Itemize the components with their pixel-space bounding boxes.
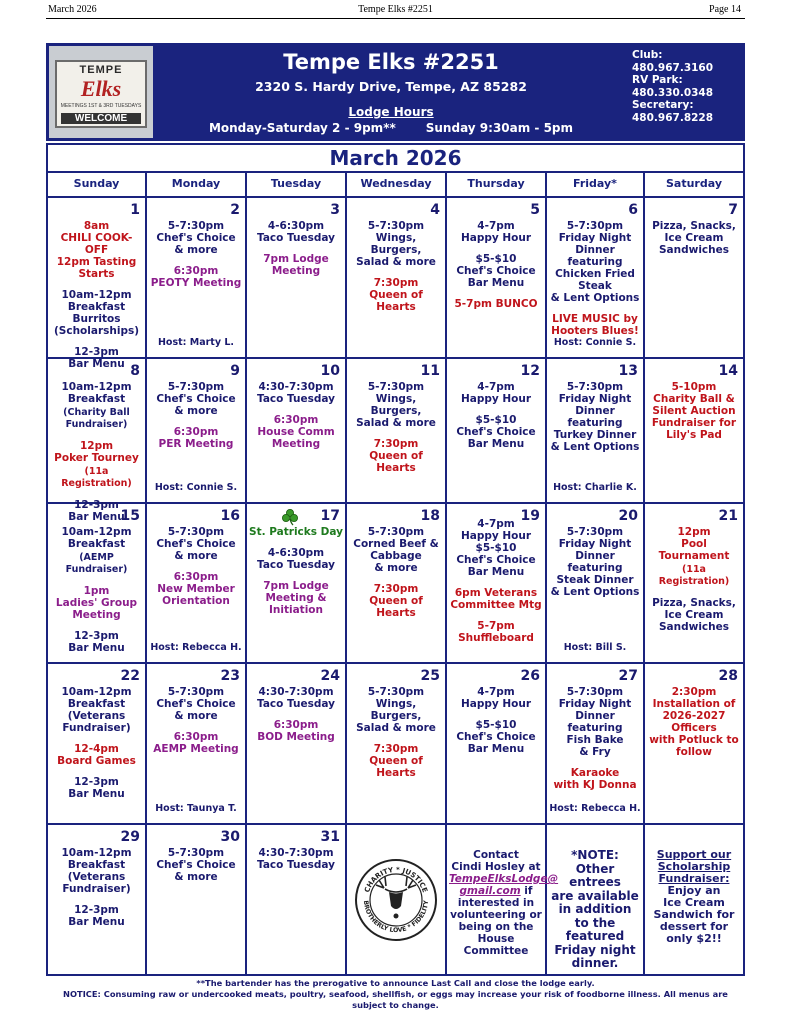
- event: 5-7:30pm Friday Night Dinner featuring Fish Bake & Fry: [558, 686, 632, 758]
- event: Karaoke with KJ Donna: [553, 767, 637, 791]
- host-name: Host: Connie S.: [553, 337, 637, 348]
- event: 12-3pm Bar Menu: [68, 346, 125, 370]
- lodge-hours: [156, 121, 626, 135]
- calendar-day-cell: [347, 825, 447, 976]
- day-number: 7: [728, 202, 738, 218]
- day-header-thursday: Thursday: [447, 172, 547, 198]
- calendar-day-cell: [46, 825, 147, 976]
- calendar-day-cell: [447, 825, 559, 976]
- day-number: 16: [220, 508, 240, 524]
- host-name: Host: Bill S.: [563, 642, 627, 653]
- event: 7pm Lodge Meeting & Initiation: [263, 580, 329, 616]
- emblem-bottom-text: BROTHERLY LOVE * FIDELITY: [361, 899, 431, 934]
- event: 5-7pm BUNCO: [454, 298, 538, 310]
- banner: [46, 43, 745, 141]
- event: 6:30pm PER Meeting: [158, 426, 234, 450]
- month-title: March 2026: [46, 143, 745, 173]
- day-number: 22: [120, 668, 140, 684]
- calendar-day-cell: [147, 504, 247, 664]
- event: St. Patricks Day: [249, 526, 343, 538]
- day-header-sunday: Sunday: [46, 172, 147, 198]
- header-month: March 2026: [48, 4, 97, 15]
- event: 6:30pm New Member Orientation: [157, 571, 235, 607]
- day-number: 31: [320, 829, 340, 845]
- day-number: 4: [430, 202, 440, 218]
- event: 5-7:30pm Chef's Choice & more: [156, 847, 236, 883]
- host-name: Host: Rebecca H.: [150, 642, 242, 653]
- calendar-day-cell: [447, 359, 547, 504]
- event: 1pm Ladies' Group Meeting: [55, 585, 138, 621]
- event: $5-$10 Chef's Choice Bar Menu: [456, 253, 536, 289]
- day-number: 3: [330, 202, 340, 218]
- event: 4:30-7:30pm Taco Tuesday: [257, 847, 335, 871]
- day-number: 14: [718, 363, 738, 379]
- calendar-day-cell: [645, 825, 745, 976]
- hours-weekday: Monday-Saturday 2 - 9pm**: [208, 121, 396, 135]
- event: 10am-12pm Breakfast Burritos (Scholarships): [53, 289, 140, 337]
- event: 12-4pm Board Games: [57, 743, 136, 767]
- event: 12-3pm Bar Menu: [68, 499, 125, 523]
- event: $5-$10 Chef's Choice Bar Menu: [456, 719, 536, 755]
- contact-line: 480.967.8228: [632, 111, 714, 124]
- calendar-day-cell: [147, 198, 247, 359]
- event: 4-7pm Happy Hour: [460, 381, 532, 405]
- contact-line: Secretary:: [632, 99, 694, 111]
- event: 2:30pm Installation of 2026-2027 Officers with Potluck to follow: [649, 686, 739, 758]
- calendar-day-cell: [645, 198, 745, 359]
- day-header-tuesday: Tuesday: [247, 172, 347, 198]
- event: 5-7:30pm Chef's Choice & more: [156, 381, 236, 417]
- day-header-friday: Friday*: [547, 172, 645, 198]
- event: (11a Registration): [61, 466, 132, 489]
- contact-line: 480.967.3160: [632, 61, 714, 74]
- day-number: 8: [130, 363, 140, 379]
- event: 6:30pm BOD Meeting: [257, 719, 335, 743]
- elks-emblem-icon: [354, 858, 438, 942]
- calendar-day-cell: [46, 198, 147, 370]
- scholarship-heading: Support our Scholarship Fundraiser:: [656, 848, 732, 885]
- friday-note: *NOTE: Other entrees are available in addition to the featured Friday night dinner.: [551, 848, 639, 970]
- contact-line: Club:: [632, 49, 663, 61]
- event: 5-7:30pm Wings, Burgers, Salad & more: [356, 686, 436, 734]
- header-lodge: Tempe Elks #2251: [358, 4, 433, 15]
- event: 5-7pm Shuffleboard: [458, 620, 534, 644]
- day-number: 11: [420, 363, 440, 379]
- calendar-day-cell: [645, 504, 745, 664]
- calendar-day-cell: [547, 198, 645, 359]
- day-number: 18: [420, 508, 440, 524]
- event: 7pm Lodge Meeting: [263, 253, 329, 277]
- day-number: 5: [530, 202, 540, 218]
- contact-line: 480.330.0348: [632, 86, 714, 99]
- event: 5-10pm Charity Ball & Silent Auction Fundraiser for Lily's Pad: [651, 381, 737, 441]
- event: 10am-12pm Breakfast: [61, 526, 132, 550]
- host-name: Host: Rebecca H.: [549, 803, 641, 814]
- lodge-title: Tempe Elks #2251: [283, 50, 499, 74]
- day-header-saturday: Saturday: [645, 172, 745, 198]
- header-page: Page 14: [709, 4, 741, 15]
- calendar-day-cell: [645, 664, 745, 825]
- event: (AEMP Fundraiser): [65, 552, 128, 575]
- host-name: Host: Taunya T.: [155, 803, 237, 814]
- event: 5-7:30pm Wings, Burgers, Salad & more: [356, 220, 436, 268]
- event: 4:30-7:30pm Taco Tuesday: [257, 381, 335, 405]
- event: 12pm Pool Tournament: [658, 526, 730, 562]
- event: 7:30pm Queen of Hearts: [369, 277, 423, 313]
- event: 10am-12pm Breakfast (Veterans Fundraiser): [61, 686, 132, 734]
- event: (11a Registration): [658, 564, 730, 587]
- day-number: 15: [120, 508, 140, 524]
- day-number: 24: [320, 668, 340, 684]
- day-number: 9: [230, 363, 240, 379]
- event: 5-7:30pm Corned Beef & Cabbage & more: [353, 526, 439, 574]
- page-header: [46, 4, 745, 18]
- calendar-day-cell: [247, 359, 347, 504]
- calendar-day-cell: [547, 504, 645, 664]
- day-number: 12: [520, 363, 540, 379]
- calendar-day-cell: [247, 198, 347, 359]
- calendar-day-cell: [645, 359, 745, 504]
- event: Pizza, Snacks, Ice Cream Sandwiches: [652, 220, 736, 256]
- lodge-hours-heading: Lodge Hours: [348, 105, 434, 119]
- event: (Charity Ball Fundraiser): [63, 407, 130, 430]
- event: 7:30pm Queen of Hearts: [369, 743, 423, 779]
- day-number: 20: [618, 508, 638, 524]
- day-number: 10: [320, 363, 340, 379]
- day-number: 2: [230, 202, 240, 218]
- footer-food-notice: NOTICE: Consuming raw or undercooked meats, poultry, seafood, shellfish, or eggs may increase your risk of foodborne illness. All menus are subject to change.: [63, 989, 728, 1010]
- event: 12pm Poker Tourney: [54, 440, 139, 464]
- contact-line: RV Park:: [632, 74, 683, 86]
- calendar-day-cell: [347, 664, 447, 825]
- calendar-day-cell: [46, 504, 147, 664]
- event: 4:30-7:30pm Taco Tuesday: [257, 686, 335, 710]
- emblem-top-text: CHARITY * JUSTICE: [363, 865, 429, 894]
- event: 6:30pm House Comm Meeting: [257, 414, 335, 450]
- day-number: 23: [220, 668, 240, 684]
- calendar-day-cell: [447, 198, 547, 359]
- event: 7:30pm Queen of Hearts: [369, 583, 423, 619]
- event: Pizza, Snacks, Ice Cream Sandwiches: [652, 597, 736, 633]
- event: LIVE MUSIC by Hooters Blues!: [551, 313, 639, 337]
- day-header-monday: Monday: [147, 172, 247, 198]
- volunteer-contact: Contact Cindi Hosley at TempeElksLodge@ gmail.com if interested in volunteering or being on the House Committee: [449, 849, 559, 957]
- event: 4-6:30pm Taco Tuesday: [257, 547, 335, 571]
- event: 12-3pm Bar Menu: [68, 776, 125, 800]
- calendar-day-cell: [46, 664, 147, 825]
- contact-email: TempeElksLodge@ gmail.com: [449, 873, 559, 897]
- elks-sign-logo: TEMPE Elks MEETINGS 1ST & 3RD TUESDAYS WELCOME: [49, 46, 153, 138]
- event: 4-7pm Happy Hour: [460, 220, 532, 244]
- calendar-day-cell: [547, 359, 645, 504]
- calendar-day-cell: [147, 825, 247, 976]
- host-name: Host: Charlie K.: [553, 482, 637, 493]
- day-number: 29: [120, 829, 140, 845]
- event: 7:30pm Queen of Hearts: [369, 438, 423, 474]
- calendar-day-cell: [247, 664, 347, 825]
- day-number: 17: [320, 508, 340, 524]
- event: 4-6:30pm Taco Tuesday: [257, 220, 335, 244]
- event: 5-7:30pm Wings, Burgers, Salad & more: [356, 381, 436, 429]
- calendar-day-cell: [347, 198, 447, 359]
- event: 5-7:30pm Chef's Choice & more: [156, 686, 236, 722]
- header-rule: [46, 18, 745, 19]
- calendar-grid: [46, 172, 745, 976]
- calendar-day-cell: [247, 825, 347, 976]
- event: 6:30pm AEMP Meeting: [153, 731, 239, 755]
- event: $5-$10 Chef's Choice Bar Menu: [456, 414, 536, 450]
- day-number: 25: [420, 668, 440, 684]
- event: 10am-12pm Breakfast: [61, 381, 132, 405]
- day-header-wednesday: Wednesday: [347, 172, 447, 198]
- day-number: 30: [220, 829, 240, 845]
- calendar-day-cell: [147, 359, 247, 504]
- contact-numbers: [632, 49, 713, 124]
- event: 12-3pm Bar Menu: [68, 904, 125, 928]
- event: 6:30pm PEOTY Meeting: [150, 265, 242, 289]
- scholarship-text: Enjoy an Ice Cream Sandwich for dessert for only $2!!: [653, 884, 735, 945]
- event: 12-3pm Bar Menu: [68, 630, 125, 654]
- event: 10am-12pm Breakfast (Veterans Fundraiser): [61, 847, 132, 895]
- footer-notice: [46, 978, 745, 1011]
- event: 5-7:30pm Friday Night Dinner featuring Turkey Dinner & Lent Options: [550, 381, 640, 453]
- day-number: 26: [520, 668, 540, 684]
- event: 5-7:30pm Friday Night Dinner featuring Chicken Fried Steak & Lent Options: [550, 220, 640, 304]
- calendar-day-cell: [347, 504, 447, 664]
- event: 4-7pm Happy Hour $5-$10 Chef's Choice Bar Menu: [456, 518, 536, 578]
- calendar-day-cell: [447, 504, 547, 664]
- day-number: 1: [130, 202, 140, 218]
- day-number: 19: [520, 508, 540, 524]
- hours-sunday: Sunday 9:30am - 5pm: [425, 121, 574, 135]
- event: 8am CHILI COOK-OFF 12pm Tasting Starts: [56, 220, 137, 280]
- calendar-day-cell: [547, 825, 645, 976]
- day-number: 28: [718, 668, 738, 684]
- host-name: Host: Connie S.: [154, 482, 238, 493]
- calendar-day-cell: [147, 664, 247, 825]
- calendar-day-cell: [447, 664, 547, 825]
- calendar-day-cell: [347, 359, 447, 504]
- shamrock-icon: [281, 508, 299, 526]
- event: 6pm Veterans Committee Mtg: [450, 587, 542, 611]
- event: 5-7:30pm Chef's Choice & more: [156, 526, 236, 562]
- calendar-day-cell: [247, 504, 347, 664]
- calendar-day-cell: [547, 664, 645, 825]
- lodge-address: 2320 S. Hardy Drive, Tempe, AZ 85282: [255, 79, 527, 94]
- event: 5-7:30pm Friday Night Dinner featuring Steak Dinner & Lent Options: [550, 526, 640, 598]
- host-name: Host: Marty L.: [157, 337, 235, 348]
- day-number: 21: [718, 508, 738, 524]
- day-number: 27: [618, 668, 638, 684]
- event: 5-7:30pm Chef's Choice & more: [156, 220, 236, 256]
- day-number: 13: [618, 363, 638, 379]
- footer-last-call: **The bartender has the prerogative to announce Last Call and close the lodge early.: [196, 978, 595, 988]
- day-number: 6: [628, 202, 638, 218]
- event: 4-7pm Happy Hour: [460, 686, 532, 710]
